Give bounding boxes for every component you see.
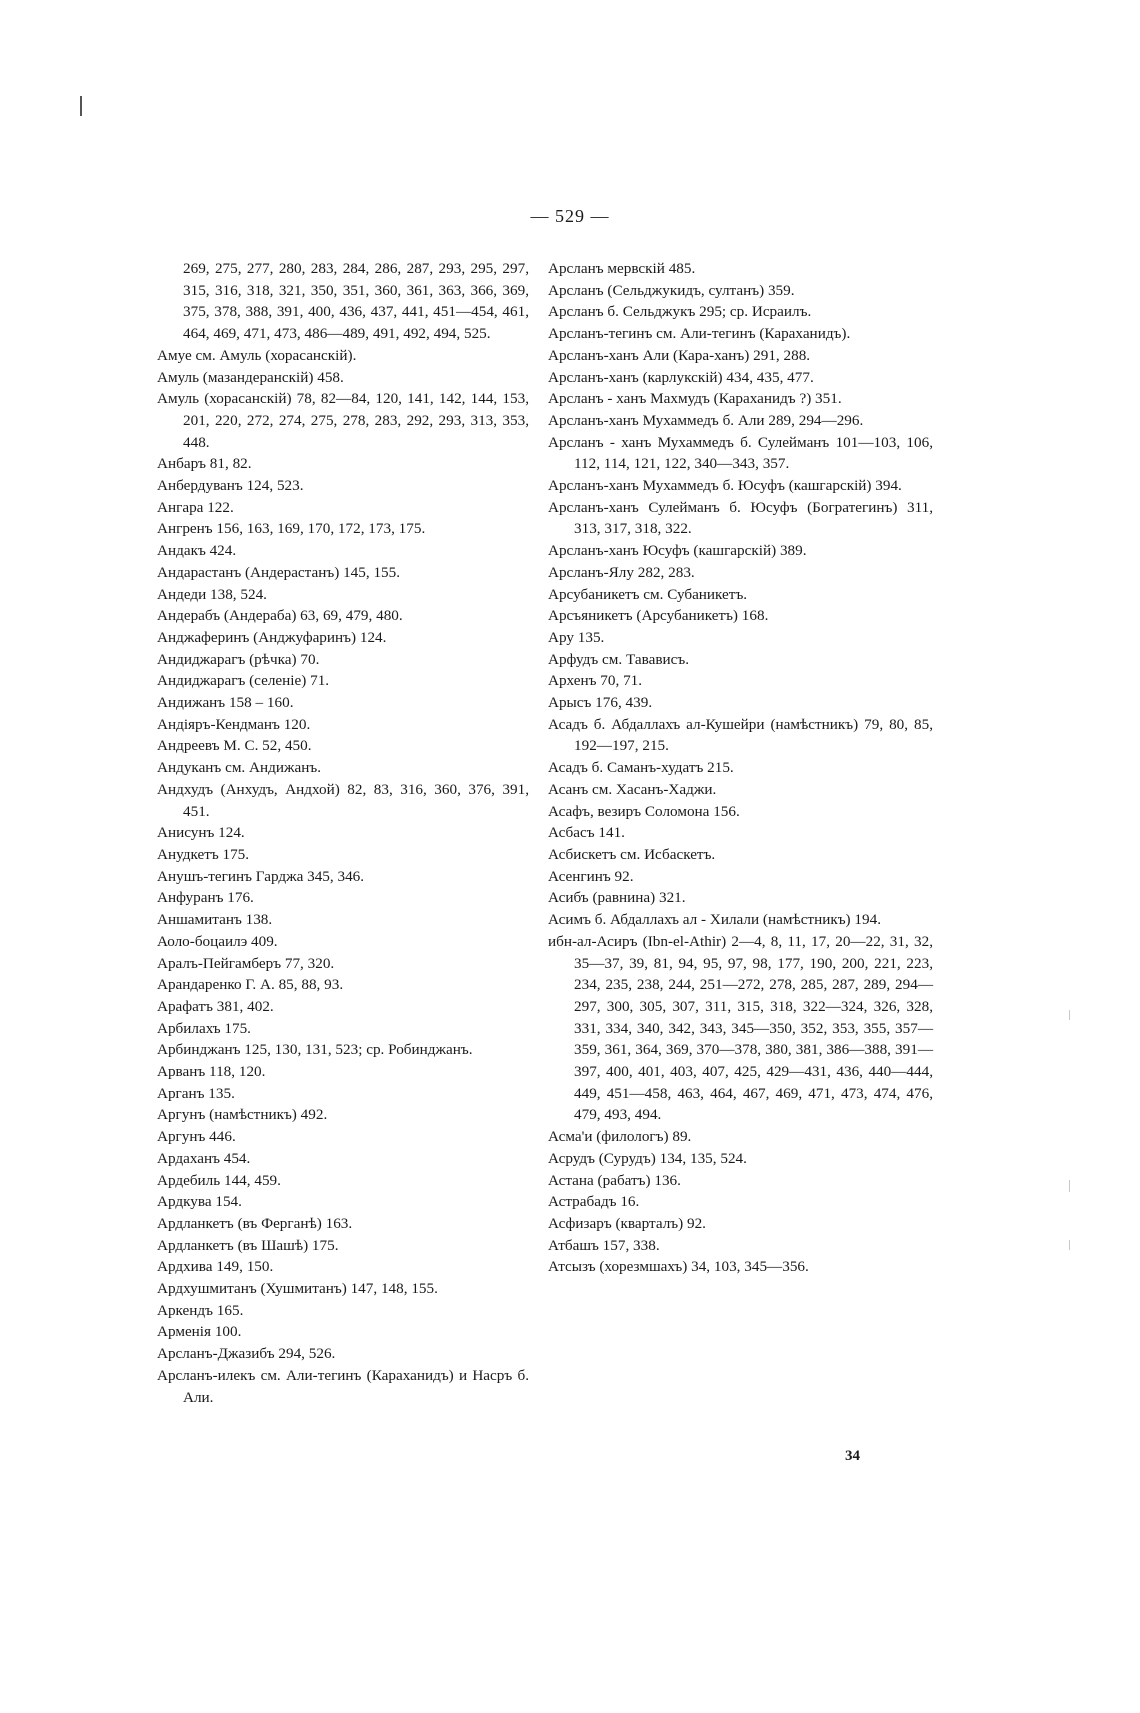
index-entry: Архенъ 70, 71. bbox=[548, 672, 643, 690]
index-entry: Арсланъ б. Сельджукъ 295; ср. Исраилъ. bbox=[548, 303, 812, 321]
index-entry: Арсланъ (Сельджукидъ, султанъ) 359. bbox=[548, 281, 795, 299]
index-entry: Анджаферинъ (Анджуфаринъ) 124. bbox=[157, 628, 387, 646]
index-entry: Арысъ 176, 439. bbox=[548, 694, 653, 712]
index-entry: Асма'и (филологъ) 89. bbox=[548, 1128, 692, 1146]
index-entry: Асадъ б. Абдаллахъ ал-Кушейри (намѣстникъ) 79, 80, 85, 192—197, 215. bbox=[548, 715, 933, 755]
index-entry: Ару 135. bbox=[548, 628, 605, 646]
index-entry: Андуканъ см. Андижанъ. bbox=[157, 759, 321, 777]
index-entry: Ардхушмитанъ (Хушмитанъ) 147, 148, 155. bbox=[157, 1280, 438, 1298]
index-entry: Арбилахъ 175. bbox=[157, 1019, 251, 1037]
index-entry: Асбасъ 141. bbox=[548, 824, 625, 842]
index-entry: Анисунъ 124. bbox=[157, 824, 245, 842]
index-entry: Арсланъ-Ялу 282, 283. bbox=[548, 563, 695, 581]
index-entry: Астана (рабатъ) 136. bbox=[548, 1171, 681, 1189]
index-entry: Асадъ б. Саманъ-худатъ 215. bbox=[548, 759, 734, 777]
index-entry: Арсланъ мервскій 485. bbox=[548, 260, 696, 277]
index-entry: Астрабадъ 16. bbox=[548, 1193, 640, 1211]
index-entry: ибн-ал-Асиръ (Ibn-el-Athir) 2—4, 8, 11, 17, 20—22, 31, 32, 35—37, 39, 81, 94, 95, 97, 98, 177, 190, 200, 221, 223, 234, 235, 238, 244, 251—272, 278, 285, 287, 289, 294—297, 300, 305, 307, 311, 315, 318, 322—324, 326, 328, 331, 334, 340, 342, 343, 345—350, 352, 353, 355, 357—359, 361, 364, 369, 370—378, 380, 381, 386—388, 391—397, 400, 401, 403, 407, 425, 429—431, 436, 440—444, 449, 451—458, 463, 464, 467, 469, 471, 473, 474, 476, 479, 493, 494. bbox=[548, 932, 933, 1124]
index-entry: Асрудъ (Сурудъ) 134, 135, 524. bbox=[548, 1149, 747, 1167]
index-entry: Асбискетъ см. Исбаскетъ. bbox=[548, 845, 716, 863]
index-entry: Ардланкетъ (въ Шашѣ) 175. bbox=[157, 1236, 339, 1254]
index-entry: Арсланъ-ханъ Мухаммедъ б. Али 289, 294—296. bbox=[548, 411, 864, 429]
index-entry: Арсланъ-тегинъ см. Али-тегинъ (Караханидъ). bbox=[548, 325, 851, 343]
index-entry: Амуль (хорасанскій) 78, 82—84, 120, 141, 142, 144, 153, 201, 220, 272, 274, 275, 278, 283, 292, 293, 313, 353, 448. bbox=[157, 390, 529, 451]
index-entry: Арганъ 135. bbox=[157, 1084, 235, 1102]
index-entry: Амуе см. Амуль (хорасанскій). bbox=[157, 346, 357, 364]
index-entry: 269, 275, 277, 280, 283, 284, 286, 287, 293, 295, 297, 315, 316, 318, 321, 350, 351, 360, 361, 363, 366, 369, 375, 378, 388, 391, 400, 436, 437, 441, 451—454, 461, 464, 469, 471, 473, 486—489, 491, 492, 494, 525. bbox=[183, 260, 529, 343]
index-entry: Асафъ, везиръ Соломона 156. bbox=[548, 802, 740, 820]
index-entry: Арменія 100. bbox=[157, 1323, 242, 1341]
index-entry: Андиджарагъ (рѣчка) 70. bbox=[157, 650, 320, 668]
index-entry: Асимъ б. Абдаллахъ ал - Хилали (намѣстникъ) 194. bbox=[548, 911, 881, 929]
index-entry: Асанъ см. Хасанъ-Хаджи. bbox=[548, 780, 717, 798]
index-entry: Арсланъ-ханъ (карлукскій) 434, 435, 477. bbox=[548, 368, 814, 386]
scan-speck bbox=[1069, 1010, 1070, 1020]
index-entry: Асибъ (равнина) 321. bbox=[548, 889, 686, 907]
index-entry: Аргунъ (намѣстникъ) 492. bbox=[157, 1106, 328, 1124]
index-entry: Арсубаникетъ см. Субаникетъ. bbox=[548, 585, 748, 603]
index-entry: Атсызъ (хорезмшахъ) 34, 103, 345—356. bbox=[548, 1258, 809, 1276]
index-entry: Анфуранъ 176. bbox=[157, 889, 254, 907]
index-entry: Арсъяникетъ (Арсубаникетъ) 168. bbox=[548, 607, 769, 625]
index-entry: Ардаханъ 454. bbox=[157, 1149, 251, 1167]
scan-speck bbox=[1069, 1240, 1070, 1250]
index-entry: Андерабъ (Андераба) 63, 69, 479, 480. bbox=[157, 607, 403, 625]
index-entry: Асенгинъ 92. bbox=[548, 867, 634, 885]
index-entry: Арандаренко Г. А. 85, 88, 93. bbox=[157, 976, 344, 994]
index-entry: Ангара 122. bbox=[157, 498, 234, 516]
index-entry: Андреевъ М. С. 52, 450. bbox=[157, 737, 312, 755]
index-entry: Андіяръ-Кендманъ 120. bbox=[157, 715, 311, 733]
index-entry: Андижанъ 158 – 160. bbox=[157, 694, 294, 712]
index-column-left bbox=[157, 258, 529, 1408]
index-entry: Ардланкетъ (въ Ферганѣ) 163. bbox=[157, 1214, 353, 1232]
index-entry: Анбаръ 81, 82. bbox=[157, 455, 252, 473]
index-entry: Арафатъ 381, 402. bbox=[157, 997, 274, 1015]
index-entry: Андхудъ (Анхудъ, Андхой) 82, 83, 316, 360, 376, 391, 451. bbox=[157, 780, 529, 820]
index-entry: Ардебиль 144, 459. bbox=[157, 1171, 281, 1189]
index-entry: Аралъ-Пейгамберъ 77, 320. bbox=[157, 954, 335, 972]
index-entry: Арсланъ-ханъ Али (Кара-ханъ) 291, 288. bbox=[548, 346, 811, 364]
index-entry: Асфизаръ (кварталъ) 92. bbox=[548, 1214, 706, 1232]
page-number: — 529 — bbox=[530, 206, 610, 226]
index-column-right bbox=[548, 258, 933, 1278]
index-entry: Анудкетъ 175. bbox=[157, 845, 250, 863]
index-entry: Андарастанъ (Андерастанъ) 145, 155. bbox=[157, 563, 401, 581]
index-entry: Анбердуванъ 124, 523. bbox=[157, 477, 304, 495]
index-entry: Амуль (мазандеранскій) 458. bbox=[157, 368, 344, 386]
index-entry: Андиджарагъ (селеніе) 71. bbox=[157, 672, 330, 690]
index-entry: Аркендъ 165. bbox=[157, 1301, 244, 1319]
index-entry: Атбашъ 157, 338. bbox=[548, 1236, 660, 1254]
index-entry: Арфудъ см. Тавависъ. bbox=[548, 650, 690, 668]
index-entry: Арсланъ-ханъ Юсуфъ (кашгарскій) 389. bbox=[548, 542, 807, 560]
index-entry: Арсланъ-ханъ Сулейманъ б. Юсуфъ (Богратегинъ) 311, 313, 317, 318, 322. bbox=[548, 498, 933, 538]
signature-mark: 34 bbox=[845, 1448, 860, 1464]
index-entry: Арсланъ-илекъ см. Али-тегинъ (Караханидъ) и Насръ б. Али. bbox=[157, 1366, 529, 1406]
margin-mark bbox=[80, 96, 82, 116]
index-entry: Ангренъ 156, 163, 169, 170, 172, 173, 175. bbox=[157, 520, 426, 538]
index-entry: Аншамитанъ 138. bbox=[157, 911, 273, 929]
index-entry: Арсланъ - ханъ Махмудъ (Караханидъ ?) 351. bbox=[548, 390, 842, 408]
index-entry: Андеди 138, 524. bbox=[157, 585, 267, 603]
index-entry: Андакъ 424. bbox=[157, 542, 237, 560]
index-entry: Арванъ 118, 120. bbox=[157, 1063, 266, 1081]
index-entry: Арбинджанъ 125, 130, 131, 523; ср. Робинджанъ. bbox=[157, 1041, 473, 1059]
index-entry: Арсланъ-ханъ Мухаммедъ б. Юсуфъ (кашгарскій) 394. bbox=[548, 477, 902, 495]
index-entry: Ардхива 149, 150. bbox=[157, 1258, 274, 1276]
index-entry: Аргунъ 446. bbox=[157, 1128, 236, 1146]
index-entry: Арсланъ-Джазибъ 294, 526. bbox=[157, 1345, 336, 1363]
index-entry: Анушъ-тегинъ Гарджа 345, 346. bbox=[157, 867, 365, 885]
scan-speck bbox=[1069, 1180, 1070, 1192]
index-entry: Ардкува 154. bbox=[157, 1193, 242, 1211]
index-entry: Аоло-боцаилэ 409. bbox=[157, 932, 278, 950]
index-entry: Арсланъ - ханъ Мухаммедъ б. Сулейманъ 101—103, 106, 112, 114, 121, 122, 340—343, 357. bbox=[548, 433, 933, 473]
